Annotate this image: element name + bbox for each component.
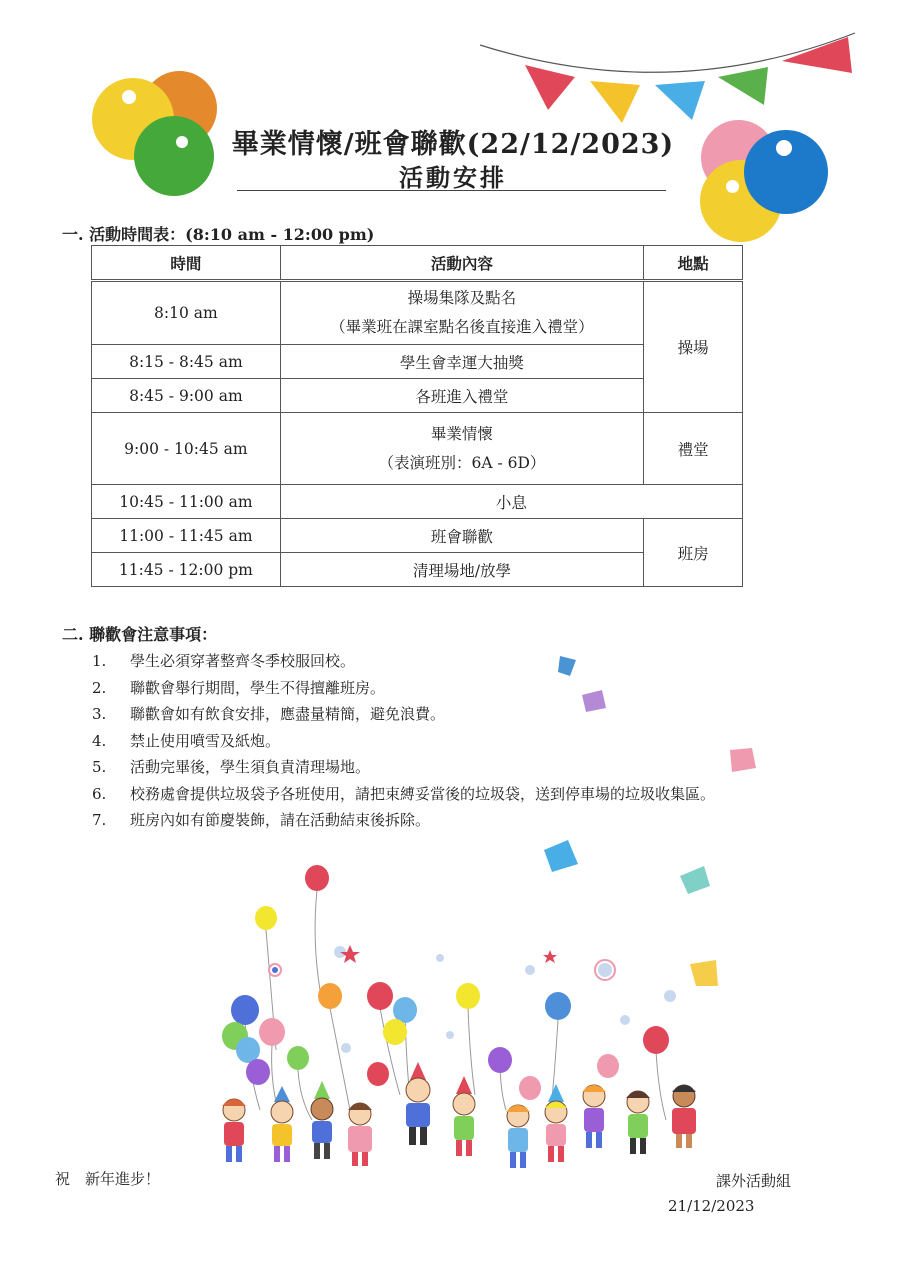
page-title: 畢業情懷/班會聯歡(22/12/2023)	[231, 129, 675, 160]
list-text: 聯歡會如有飲食安排，應盡量精簡，避免浪費。	[130, 705, 446, 723]
list-text: 班房內如有節慶裝飾，請在活動結束後拆除。	[130, 811, 431, 829]
table-row	[92, 413, 743, 485]
list-number: 1.	[92, 652, 107, 670]
list-text: 校務處會提供垃圾袋予各班使用，請把束縛妥當後的垃圾袋，送到停車場的垃圾收集區。	[130, 784, 716, 803]
list-number: 6.	[92, 784, 107, 803]
time-cell: 8:15 - 8:45 am	[92, 345, 281, 379]
list-number: 2.	[92, 678, 107, 697]
activity-cell: 小息	[280, 485, 742, 519]
activity-line: 畢業情懷	[430, 424, 493, 443]
notes-heading: 二. 聯歡會注意事項：	[62, 625, 218, 644]
schedule-heading: 一. 活動時間表：(8:10 am - 12:00 pm)	[62, 225, 375, 244]
header-activity: 活動內容	[280, 246, 643, 281]
schedule-table	[91, 245, 743, 587]
page-subtitle: 活動安排	[399, 163, 507, 192]
header-time: 時間	[92, 246, 281, 281]
activity-cell	[280, 281, 643, 345]
activity-note: （表演班別：6A - 6D）	[378, 453, 546, 472]
signature: 課外活動組	[716, 1172, 792, 1190]
time-cell: 9:00 - 10:45 am	[92, 413, 281, 485]
list-text: 學生必須穿著整齊冬季校服回校。	[130, 652, 356, 670]
time-cell: 11:45 - 12:00 pm	[92, 553, 281, 587]
activity-note: （畢業班在課室點名後直接進入禮堂）	[330, 318, 594, 336]
table-row	[92, 281, 743, 345]
closing-wish: 祝 新年進步！	[55, 1170, 161, 1188]
list-text: 禁止使用噴雪及紙炮。	[130, 731, 281, 750]
issue-date: 21/12/2023	[668, 1197, 755, 1215]
header-location: 地點	[644, 246, 743, 281]
table-header-row	[92, 246, 743, 281]
balloon-highlight-icon	[122, 90, 136, 104]
list-text: 聯歡會舉行期間，學生不得擅離班房。	[130, 678, 386, 697]
list-text: 活動完畢後，學生須負責清理場地。	[130, 758, 371, 776]
time-cell: 8:10 am	[92, 281, 281, 345]
activity-cell: 班會聯歡	[280, 519, 643, 553]
list-number: 5.	[92, 758, 107, 776]
activity-cell: 學生會幸運大抽獎	[280, 345, 643, 379]
activity-cell: 各班進入禮堂	[280, 379, 643, 413]
activity-line: 操場集隊及點名	[407, 289, 517, 307]
title-underline	[237, 190, 666, 191]
location-cell: 禮堂	[644, 413, 743, 485]
location-cell: 班房	[644, 519, 743, 587]
table-row	[92, 519, 743, 553]
activity-cell: 清理場地/放學	[280, 553, 643, 587]
celebration-illustration-icon	[200, 860, 740, 1190]
table-row	[92, 485, 743, 519]
time-cell: 11:00 - 11:45 am	[92, 519, 281, 553]
list-number: 7.	[92, 811, 107, 829]
list-number: 3.	[92, 705, 107, 723]
activity-cell	[280, 413, 643, 485]
time-cell: 8:45 - 9:00 am	[92, 379, 281, 413]
location-cell: 操場	[644, 281, 743, 413]
time-cell: 10:45 - 11:00 am	[92, 485, 281, 519]
list-number: 4.	[92, 731, 107, 750]
